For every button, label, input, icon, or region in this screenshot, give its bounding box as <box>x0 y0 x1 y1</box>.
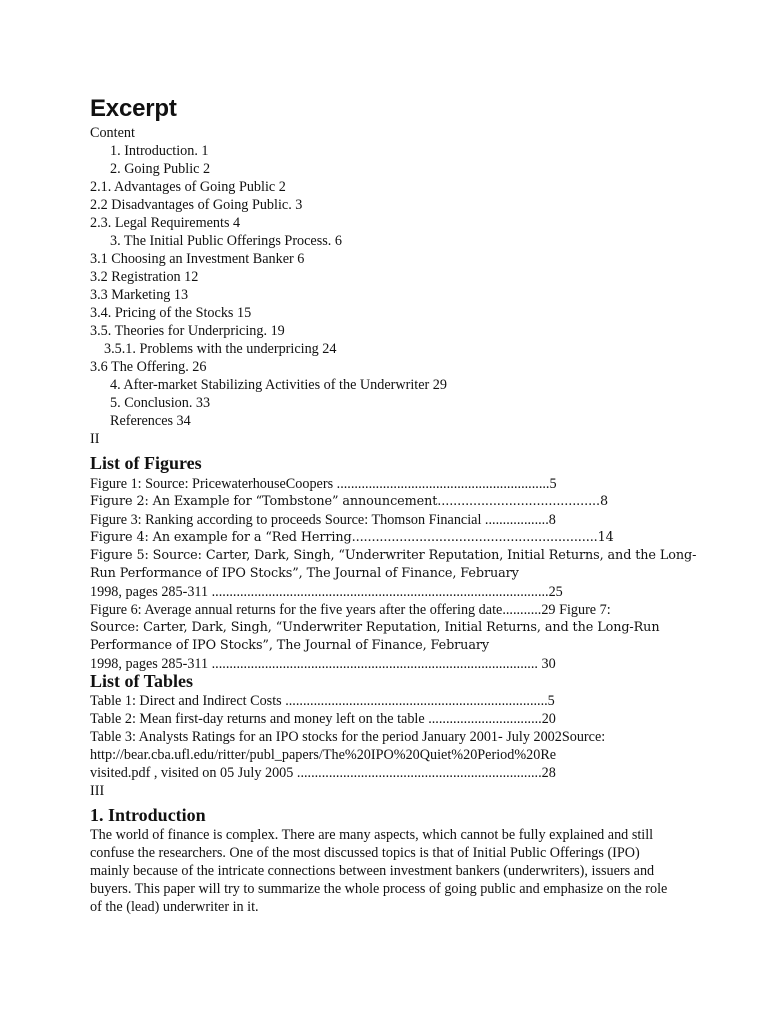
page-marker: II <box>90 431 100 447</box>
toc-item: 2.3. Legal Requirements 4 <box>90 215 241 231</box>
toc-item: 5. Conclusion. 33 <box>110 395 211 411</box>
table-entry: visited.pdf , visited on 05 July 2005 .....................................................................28 <box>90 765 556 781</box>
toc-item: 3.4. Pricing of the Stocks 15 <box>90 305 252 321</box>
toc-item: 3.5. Theories for Underpricing. 19 <box>90 323 285 339</box>
page-marker: III <box>90 783 105 799</box>
toc-item: 3.1 Choosing an Investment Banker 6 <box>90 251 305 267</box>
figure-entry: Figure 5: Source: Carter, Dark, Singh, “Underwriter Reputation, Initial Returns, and the Long- <box>90 548 697 563</box>
page-title: Excerpt <box>90 95 177 122</box>
toc-item: 3.3 Marketing 13 <box>90 287 189 303</box>
figure-entry: Figure 2: An Example for “Tombstone” announcement.........................................8 <box>90 494 609 509</box>
table-entry: Table 1: Direct and Indirect Costs ..........................................................................5 <box>90 693 555 709</box>
figure-entry: Run Performance of IPO Stocks”, The Journal of Finance, February <box>90 566 519 581</box>
tables-heading: List of Tables <box>90 671 194 691</box>
toc-item: 2.1. Advantages of Going Public 2 <box>90 179 286 195</box>
figure-entry: Figure 4: An example for a “Red Herring..............................................................14 <box>90 530 614 545</box>
toc-item: 3.5.1. Problems with the underpricing 24 <box>104 341 337 357</box>
toc-heading: Content <box>90 125 135 141</box>
table-entry: Table 3: Analysts Ratings for an IPO stocks for the period January 2001- July 2002Source: <box>90 729 606 745</box>
toc-item: 3.6 The Offering. 26 <box>90 359 207 375</box>
introduction-heading: 1. Introduction <box>90 805 206 825</box>
figure-entry: Performance of IPO Stocks”, The Journal of Finance, February <box>90 638 490 653</box>
figures-heading: List of Figures <box>90 453 202 473</box>
toc-item: 1. Introduction. 1 <box>110 143 209 159</box>
toc-item: References 34 <box>110 413 191 429</box>
figure-entry: Source: Carter, Dark, Singh, “Underwriter Reputation, Initial Returns, and the Long-Run <box>90 620 660 635</box>
table-entry: Table 2: Mean first-day returns and money left on the table ................................20 <box>90 711 556 727</box>
toc-item: 2. Going Public 2 <box>110 161 211 177</box>
figure-entry: Figure 6: Average annual returns for the five years after the offering date...........29 Figure 7: <box>90 602 611 618</box>
toc-item: 3. The Initial Public Offerings Process. 6 <box>110 233 342 249</box>
figure-entry: 1998, pages 285-311 ...............................................................................................25 <box>90 584 563 600</box>
figure-entry: Figure 3: Ranking according to proceeds Source: Thomson Financial ..................8 <box>90 512 556 528</box>
toc-item: 2.2 Disadvantages of Going Public. 3 <box>90 197 303 213</box>
figure-entry: Figure 1: Source: PricewaterhouseCoopers ............................................................5 <box>90 476 557 492</box>
table-entry: http://bear.cba.ufl.edu/ritter/publ_papers/The%20IPO%20Quiet%20Period%20Re <box>90 747 557 763</box>
introduction-paragraph: The world of finance is complex. There are many aspects, which cannot be fully explained and still confuse the researchers. One of the most discussed topics is that of Initial Public Offerings (IPO) mainly because of the intricate connections between investment bankers (underwriters), issuers and buyers. This paper will try to summarize the whole process of going public and emphasize on the role of the (lead) underwriter in it. <box>90 827 668 915</box>
toc-item: 3.2 Registration 12 <box>90 269 199 285</box>
figure-entry: 1998, pages 285-311 ............................................................................................ 30 <box>90 656 556 672</box>
toc-item: 4. After-market Stabilizing Activities of the Underwriter 29 <box>110 377 447 393</box>
